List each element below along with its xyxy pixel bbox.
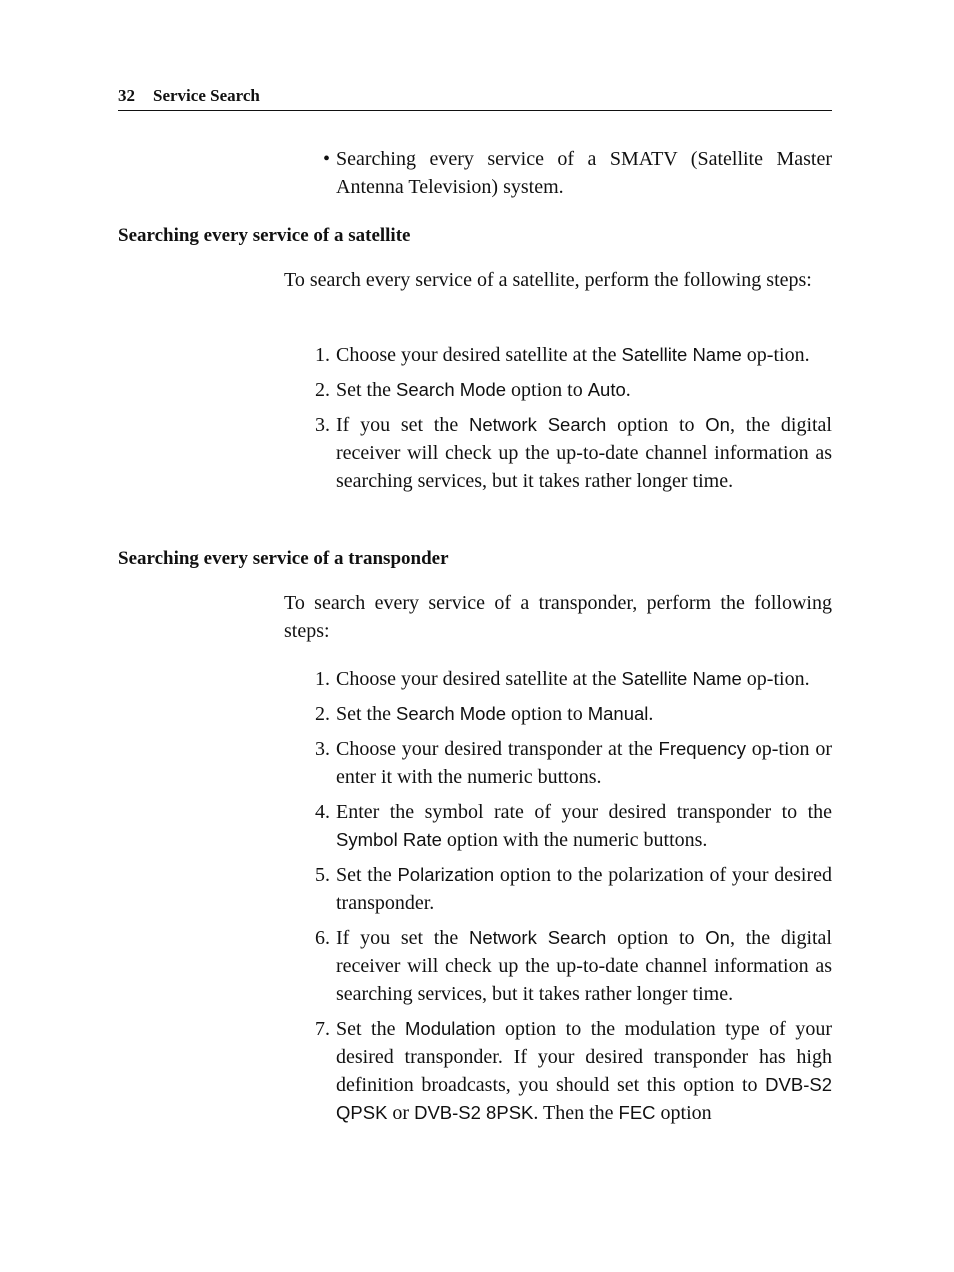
step-text: Set the bbox=[336, 703, 396, 725]
option-name: Search Mode bbox=[396, 703, 507, 724]
step-number: 3. bbox=[315, 414, 330, 436]
step-text: Set the bbox=[336, 864, 398, 886]
section-heading: Searching every service of a satellite bbox=[118, 225, 411, 246]
step-text: op-tion. bbox=[741, 344, 810, 366]
step-text: or bbox=[387, 1102, 415, 1124]
step-text: Choose your desired transponder at the bbox=[336, 738, 659, 760]
option-name: On bbox=[705, 414, 730, 435]
running-header bbox=[118, 86, 832, 111]
step-text: Set the bbox=[336, 379, 396, 401]
step-number: 2. bbox=[315, 379, 330, 401]
step-text: option to bbox=[606, 414, 706, 436]
step-text: op-tion. bbox=[741, 668, 810, 690]
step-text: option to bbox=[606, 927, 706, 949]
step-number: 4. bbox=[315, 801, 330, 823]
list-item bbox=[310, 798, 832, 854]
step-text: . bbox=[625, 379, 631, 401]
section-intro: To search every service of a satellite, perform the following steps: bbox=[284, 269, 812, 291]
step-text: option bbox=[655, 1102, 712, 1124]
option-name: Satellite Name bbox=[621, 668, 742, 689]
step-text: option to bbox=[506, 379, 588, 401]
option-name: Auto bbox=[587, 379, 626, 400]
header-section-title: Service Search bbox=[153, 86, 260, 105]
step-number: 5. bbox=[315, 864, 330, 886]
step-number: 1. bbox=[315, 344, 330, 366]
step-number: 6. bbox=[315, 927, 330, 949]
step-text: option to bbox=[506, 703, 588, 725]
step-text: , the digital receiver will check up the up-to-date channel information as searching services, but it takes rather longer time. bbox=[336, 927, 832, 1005]
option-name: Symbol Rate bbox=[336, 829, 442, 850]
option-name: On bbox=[705, 927, 730, 948]
step-text: Choose your desired satellite at the bbox=[336, 668, 622, 690]
steps-list-transponder bbox=[310, 665, 832, 1134]
option-name: Network Search bbox=[468, 414, 607, 435]
list-item bbox=[310, 924, 832, 1008]
list-item bbox=[310, 665, 832, 693]
step-text: op-tion or enter it with the numeric buttons. bbox=[336, 738, 832, 788]
step-text: Enter the symbol rate of your desired transponder to the bbox=[336, 801, 832, 823]
steps-list-satellite bbox=[310, 341, 832, 502]
step-text: option to the polarization of your desired transponder. bbox=[336, 864, 832, 914]
bullet-text: Searching every service of a SMATV (Satellite Master Antenna Television) system. bbox=[336, 148, 832, 198]
option-name: Frequency bbox=[658, 738, 746, 759]
option-name: Network Search bbox=[468, 927, 607, 948]
section-intro: To search every service of a transponder, perform the following steps: bbox=[284, 592, 832, 642]
step-number: 1. bbox=[315, 668, 330, 690]
list-item bbox=[310, 700, 832, 728]
option-name: Search Mode bbox=[396, 379, 507, 400]
list-item bbox=[310, 861, 832, 917]
step-number: 7. bbox=[315, 1018, 330, 1040]
list-item bbox=[310, 376, 832, 404]
bullet-marker: • bbox=[322, 148, 330, 170]
step-text: If you set the bbox=[336, 414, 469, 436]
step-text: If you set the bbox=[336, 927, 469, 949]
step-text: Set the bbox=[336, 1018, 405, 1040]
option-name: Manual bbox=[587, 703, 649, 724]
list-item bbox=[310, 145, 832, 201]
option-name: FEC bbox=[618, 1102, 656, 1123]
intro-bullet-list bbox=[310, 145, 832, 208]
section-heading: Searching every service of a transponder bbox=[118, 548, 449, 569]
list-item bbox=[310, 341, 832, 369]
option-name: DVB-S2 8PSK bbox=[414, 1102, 534, 1123]
step-text: option to the modulation type of your desired transponder. If your desired transponder has high definition broadcasts, you should set this option to bbox=[336, 1018, 832, 1096]
page-number: 32 bbox=[118, 86, 135, 105]
step-text: . bbox=[648, 703, 654, 725]
option-name: Polarization bbox=[397, 864, 495, 885]
list-item bbox=[310, 411, 832, 495]
list-item bbox=[310, 735, 832, 791]
step-number: 3. bbox=[315, 738, 330, 760]
step-text: Choose your desired satellite at the bbox=[336, 344, 622, 366]
option-name: Modulation bbox=[405, 1018, 496, 1039]
step-number: 2. bbox=[315, 703, 330, 725]
step-text: , the digital receiver will check up the up-to-date channel information as searching services, but it takes rather longer time. bbox=[336, 414, 832, 492]
option-name: Satellite Name bbox=[621, 344, 742, 365]
step-text: option with the numeric buttons. bbox=[441, 829, 708, 851]
step-text: . Then the bbox=[533, 1102, 619, 1124]
list-item bbox=[310, 1015, 832, 1127]
option-name: DVB-S2 QPSK bbox=[336, 1074, 832, 1123]
